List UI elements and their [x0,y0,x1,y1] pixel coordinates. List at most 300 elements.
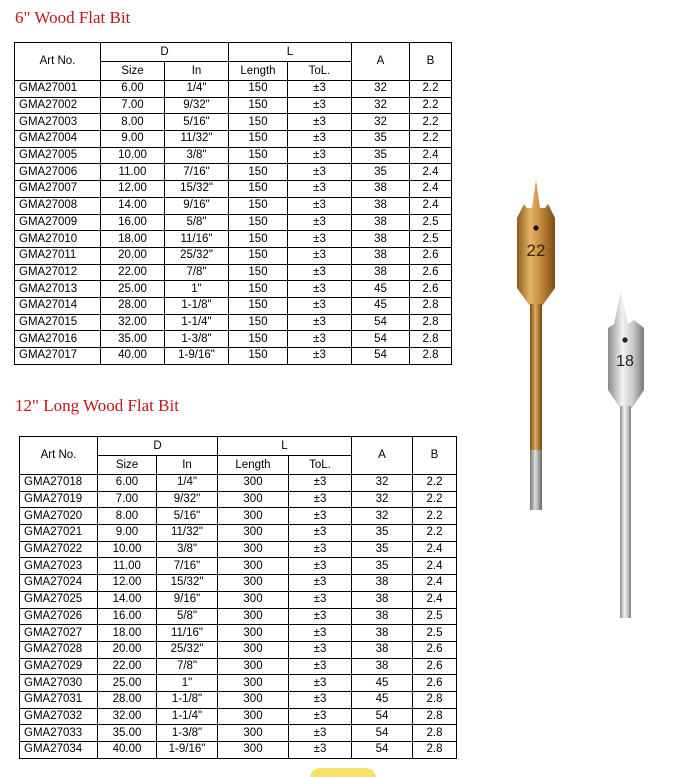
table-cell: 9/16" [165,197,229,214]
table-cell: GMA27027 [20,625,98,642]
table-cell: 35 [352,525,413,542]
table-cell: 300 [218,558,289,575]
table-cell: 5/8" [157,608,218,625]
table-cell: 150 [229,314,288,331]
table-cell: 35 [352,164,410,181]
table-row [20,725,457,742]
table-cell: GMA27008 [15,197,101,214]
table-cell: GMA27028 [20,641,98,658]
silver-bit-hole [622,337,627,342]
table-cell: 150 [229,247,288,264]
table-cell: 9.00 [101,131,165,148]
table-cell: 32 [352,475,413,492]
table-cell: ±3 [288,281,352,298]
header-size: Size [98,456,157,475]
table-cell: ±3 [288,164,352,181]
table-cell: ±3 [289,608,352,625]
table-cell: 2.5 [413,608,457,625]
table-cell: 2.6 [410,281,452,298]
table-cell: 35 [352,131,410,148]
table-cell: 28.00 [101,297,165,314]
table-cell: ±3 [288,247,352,264]
header-in: In [165,62,229,81]
table-cell: 38 [352,608,413,625]
table-cell: GMA27018 [20,475,98,492]
table-row [20,475,457,492]
table-cell: 2.8 [410,331,452,348]
table-cell: 1-1/4" [157,708,218,725]
table-cell: GMA27012 [15,264,101,281]
section-title-12in: 12" Long Wood Flat Bit [15,396,179,415]
table-cell: 3/8" [165,147,229,164]
table-cell: 150 [229,348,288,365]
section-title-6in: 6" Wood Flat Bit [15,8,131,27]
table-cell: ±3 [289,525,352,542]
partial-yellow-button [310,768,376,777]
table-cell: ±3 [288,264,352,281]
table-cell: GMA27015 [15,314,101,331]
table-row [20,541,457,558]
table-cell: GMA27002 [15,97,101,114]
table-cell: GMA27026 [20,608,98,625]
table-cell: 300 [218,641,289,658]
table-cell: 7.00 [98,491,157,508]
table-cell: 300 [218,491,289,508]
table-cell: GMA27030 [20,675,98,692]
table-cell: 2.4 [410,164,452,181]
table-cell: 18.00 [98,625,157,642]
table-cell: 150 [229,181,288,198]
table-cell: 20.00 [98,641,157,658]
table-cell: 5/16" [165,114,229,131]
table-cell: GMA27016 [15,331,101,348]
table-cell: ±3 [289,675,352,692]
table-cell: 35 [352,147,410,164]
table-cell: 2.4 [413,541,457,558]
table-cell: 2.6 [413,641,457,658]
header-length: Length [218,456,289,475]
table-cell: 300 [218,675,289,692]
table-cell: 38 [352,658,413,675]
table-cell: 16.00 [98,608,157,625]
table-cell: GMA27025 [20,591,98,608]
header-a: A [352,43,410,81]
table-cell: ±3 [289,541,352,558]
table-cell: 150 [229,131,288,148]
table-cell: 300 [218,575,289,592]
table-cell: 5/8" [165,214,229,231]
table-cell: 300 [218,725,289,742]
table-cell: ±3 [289,475,352,492]
table-cell: ±3 [288,114,352,131]
table-cell: 1/4" [157,475,218,492]
table-row [15,264,452,281]
table-cell: 3/8" [157,541,218,558]
table-row [15,131,452,148]
table-cell: 2.5 [410,214,452,231]
table-cell: 300 [218,742,289,759]
table-cell: ±3 [289,491,352,508]
table-cell: 150 [229,197,288,214]
table-row [20,558,457,575]
table-cell: 25.00 [98,675,157,692]
table-cell: GMA27009 [15,214,101,231]
table-cell: ±3 [289,591,352,608]
table-row [20,641,457,658]
table-cell: 2.6 [413,658,457,675]
table-row [20,625,457,642]
table-cell: 7.00 [101,97,165,114]
table-cell: 38 [352,231,410,248]
header-a: A [352,437,413,475]
table-cell: 150 [229,297,288,314]
table-cell: 2.8 [413,691,457,708]
table-cell: ±3 [289,742,352,759]
table-row [20,742,457,759]
table-cell: 1-1/8" [157,691,218,708]
table-row [15,214,452,231]
gold-bit-shank-end [530,450,542,510]
header-in: In [157,456,218,475]
table-cell: GMA27023 [20,558,98,575]
table-row [15,114,452,131]
header-art-no: Art No. [20,437,98,475]
table-cell: 2.8 [410,348,452,365]
table-cell: 25.00 [101,281,165,298]
table-cell: 300 [218,475,289,492]
table-cell: GMA27001 [15,81,101,98]
table-cell: 38 [352,247,410,264]
table-cell: 15/32" [165,181,229,198]
spec-table-12in [19,436,457,759]
table-cell: 54 [352,725,413,742]
table-cell: 11/32" [165,131,229,148]
table-cell: 38 [352,625,413,642]
table-cell: GMA27011 [15,247,101,264]
table-row [15,331,452,348]
table-cell: 2.2 [410,97,452,114]
table-cell: 300 [218,541,289,558]
table-cell: ±3 [289,558,352,575]
table-cell: 10.00 [101,147,165,164]
table-cell: 38 [352,181,410,198]
silver-bit-shaft [620,406,631,618]
table-cell: 35.00 [101,331,165,348]
table-cell: GMA27005 [15,147,101,164]
table-cell: 11.00 [98,558,157,575]
table-cell: 2.8 [413,708,457,725]
table-cell: GMA27024 [20,575,98,592]
table-cell: 45 [352,691,413,708]
table-cell: 11/16" [165,231,229,248]
table-cell: 38 [352,641,413,658]
table-cell: GMA27033 [20,725,98,742]
table-row [20,708,457,725]
table-cell: ±3 [289,641,352,658]
table-cell: 54 [352,742,413,759]
table-cell: 9/32" [157,491,218,508]
table-cell: 2.8 [413,742,457,759]
table-row [20,691,457,708]
table-cell: ±3 [289,658,352,675]
table-cell: GMA27007 [15,181,101,198]
table-cell: 2.2 [410,81,452,98]
table-cell: 2.2 [413,508,457,525]
table-cell: ±3 [289,508,352,525]
header-l: L [218,437,352,456]
table-cell: 35 [352,541,413,558]
table-row [15,81,452,98]
table-cell: 2.4 [413,558,457,575]
table-row [20,675,457,692]
header-length: Length [229,62,288,81]
table-row [20,591,457,608]
table-cell: 300 [218,625,289,642]
table-cell: ±3 [288,297,352,314]
table-cell: 2.2 [413,525,457,542]
table-cell: 45 [352,281,410,298]
header-d: D [101,43,229,62]
table-cell: 2.2 [413,491,457,508]
table-cell: GMA27017 [15,348,101,365]
table-cell: 1-9/16" [165,348,229,365]
table-cell: ±3 [288,314,352,331]
table-cell: 2.6 [410,264,452,281]
table-cell: 2.8 [410,297,452,314]
table-cell: 12.00 [98,575,157,592]
table-cell: ±3 [288,81,352,98]
table-cell: 150 [229,164,288,181]
table-row [15,197,452,214]
table-cell: 150 [229,97,288,114]
table-cell: 300 [218,591,289,608]
table-cell: 18.00 [101,231,165,248]
table-cell: 150 [229,214,288,231]
table-cell: 2.8 [410,314,452,331]
table-cell: 1-9/16" [157,742,218,759]
table-cell: 2.4 [410,147,452,164]
header-tol: ToL. [289,456,352,475]
table-cell: 300 [218,525,289,542]
table-cell: 8.00 [101,114,165,131]
table-cell: 2.2 [413,475,457,492]
table-cell: 45 [352,675,413,692]
table-cell: 1/4" [165,81,229,98]
table-row [20,525,457,542]
table-cell: GMA27029 [20,658,98,675]
table-row [20,575,457,592]
table-cell: 150 [229,281,288,298]
table-cell: 32 [352,81,410,98]
table-cell: 150 [229,114,288,131]
table-cell: 150 [229,264,288,281]
table-cell: 150 [229,231,288,248]
table-cell: 11.00 [101,164,165,181]
table-cell: GMA27003 [15,114,101,131]
table-cell: 20.00 [101,247,165,264]
table-cell: GMA27006 [15,164,101,181]
table-cell: 2.5 [410,231,452,248]
table-cell: 2.4 [413,591,457,608]
table-cell: 32 [352,114,410,131]
table-cell: ±3 [288,97,352,114]
silver-flat-bit-image [598,290,658,626]
table-cell: GMA27013 [15,281,101,298]
header-size: Size [101,62,165,81]
table-row [15,348,452,365]
table-cell: 22.00 [101,264,165,281]
table-cell: 300 [218,708,289,725]
table-cell: 10.00 [98,541,157,558]
table-cell: 2.8 [413,725,457,742]
table-row [20,658,457,675]
table-cell: 1-3/8" [165,331,229,348]
table-cell: ±3 [289,725,352,742]
table-cell: ±3 [288,231,352,248]
table-cell: 150 [229,147,288,164]
header-l: L [229,43,352,62]
table-cell: 15/32" [157,575,218,592]
table-cell: 2.4 [413,575,457,592]
table-cell: GMA27032 [20,708,98,725]
table-cell: ±3 [288,214,352,231]
table-cell: ±3 [288,181,352,198]
table-cell: 8.00 [98,508,157,525]
table-cell: 150 [229,81,288,98]
table-cell: 1" [157,675,218,692]
header-art-no: Art No. [15,43,101,81]
table-cell: 32 [352,97,410,114]
table-cell: 38 [352,591,413,608]
table-cell: 6.00 [101,81,165,98]
table-row [20,508,457,525]
table-cell: 38 [352,575,413,592]
table-cell: 7/16" [165,164,229,181]
table-cell: 32 [352,491,413,508]
table-cell: 5/16" [157,508,218,525]
table-cell: 25/32" [157,641,218,658]
table-cell: 54 [352,348,410,365]
gold-bit-hole [533,225,538,230]
table-row [15,297,452,314]
table-cell: ±3 [289,691,352,708]
table-cell: 54 [352,314,410,331]
gold-bit-shaft [530,304,542,450]
table-cell: 38 [352,214,410,231]
table-row [15,314,452,331]
table-cell: 54 [352,708,413,725]
table-row [15,147,452,164]
table-row [15,97,452,114]
table-cell: 9/16" [157,591,218,608]
table-cell: ±3 [289,708,352,725]
table-cell: ±3 [288,131,352,148]
table-cell: 7/16" [157,558,218,575]
table-cell: 11/32" [157,525,218,542]
table-cell: 1-1/4" [165,314,229,331]
table-cell: GMA27022 [20,541,98,558]
table-cell: 2.4 [410,181,452,198]
table-cell: ±3 [289,575,352,592]
table-cell: 300 [218,608,289,625]
table-cell: 300 [218,658,289,675]
table-cell: 38 [352,264,410,281]
gold-bit-size-label: 22 [526,241,546,260]
table-cell: 7/8" [165,264,229,281]
table-cell: 300 [218,691,289,708]
table-cell: 11/16" [157,625,218,642]
table-cell: 1" [165,281,229,298]
table-row [15,181,452,198]
table-cell: 2.6 [413,675,457,692]
table-cell: 2.4 [410,197,452,214]
table-cell: 28.00 [98,691,157,708]
table-cell: ±3 [289,625,352,642]
table-row [15,164,452,181]
silver-bit-blade [608,292,644,408]
table-cell: 6.00 [98,475,157,492]
table-row [15,247,452,264]
table-cell: 54 [352,331,410,348]
table-cell: 7/8" [157,658,218,675]
spec-table-6in [14,42,452,365]
table-cell: ±3 [288,197,352,214]
header-tol: ToL. [288,62,352,81]
table-cell: 16.00 [101,214,165,231]
table-cell: 1-3/8" [157,725,218,742]
table-cell: ±3 [288,331,352,348]
table-cell: GMA27021 [20,525,98,542]
table-cell: 14.00 [101,197,165,214]
header-d: D [98,437,218,456]
table-cell: GMA27014 [15,297,101,314]
table-cell: 2.2 [410,114,452,131]
table-cell: 9.00 [98,525,157,542]
table-cell: 45 [352,297,410,314]
table-cell: 9/32" [165,97,229,114]
header-b: B [413,437,457,475]
table-cell: GMA27031 [20,691,98,708]
table-cell: 35.00 [98,725,157,742]
table-cell: 2.2 [410,131,452,148]
table-cell: 40.00 [101,348,165,365]
silver-bit-size-label: 18 [616,353,634,370]
table-cell: 32 [352,508,413,525]
table-cell: 35 [352,558,413,575]
table-cell: GMA27010 [15,231,101,248]
table-cell: 22.00 [98,658,157,675]
table-cell: 150 [229,331,288,348]
table-cell: 12.00 [101,181,165,198]
table-cell: GMA27020 [20,508,98,525]
table-cell: ±3 [288,147,352,164]
table-cell: 32.00 [101,314,165,331]
table-cell: 2.5 [413,625,457,642]
table-cell: 2.6 [410,247,452,264]
table-cell: 25/32" [165,247,229,264]
table-cell: 40.00 [98,742,157,759]
table-cell: 32.00 [98,708,157,725]
table-cell: 1-1/8" [165,297,229,314]
table-row [20,608,457,625]
table-cell: 38 [352,197,410,214]
table-cell: 300 [218,508,289,525]
table-cell: GMA27034 [20,742,98,759]
table-cell: ±3 [288,348,352,365]
gold-flat-bit-image [500,178,570,516]
table-cell: GMA27019 [20,491,98,508]
table-row [20,491,457,508]
